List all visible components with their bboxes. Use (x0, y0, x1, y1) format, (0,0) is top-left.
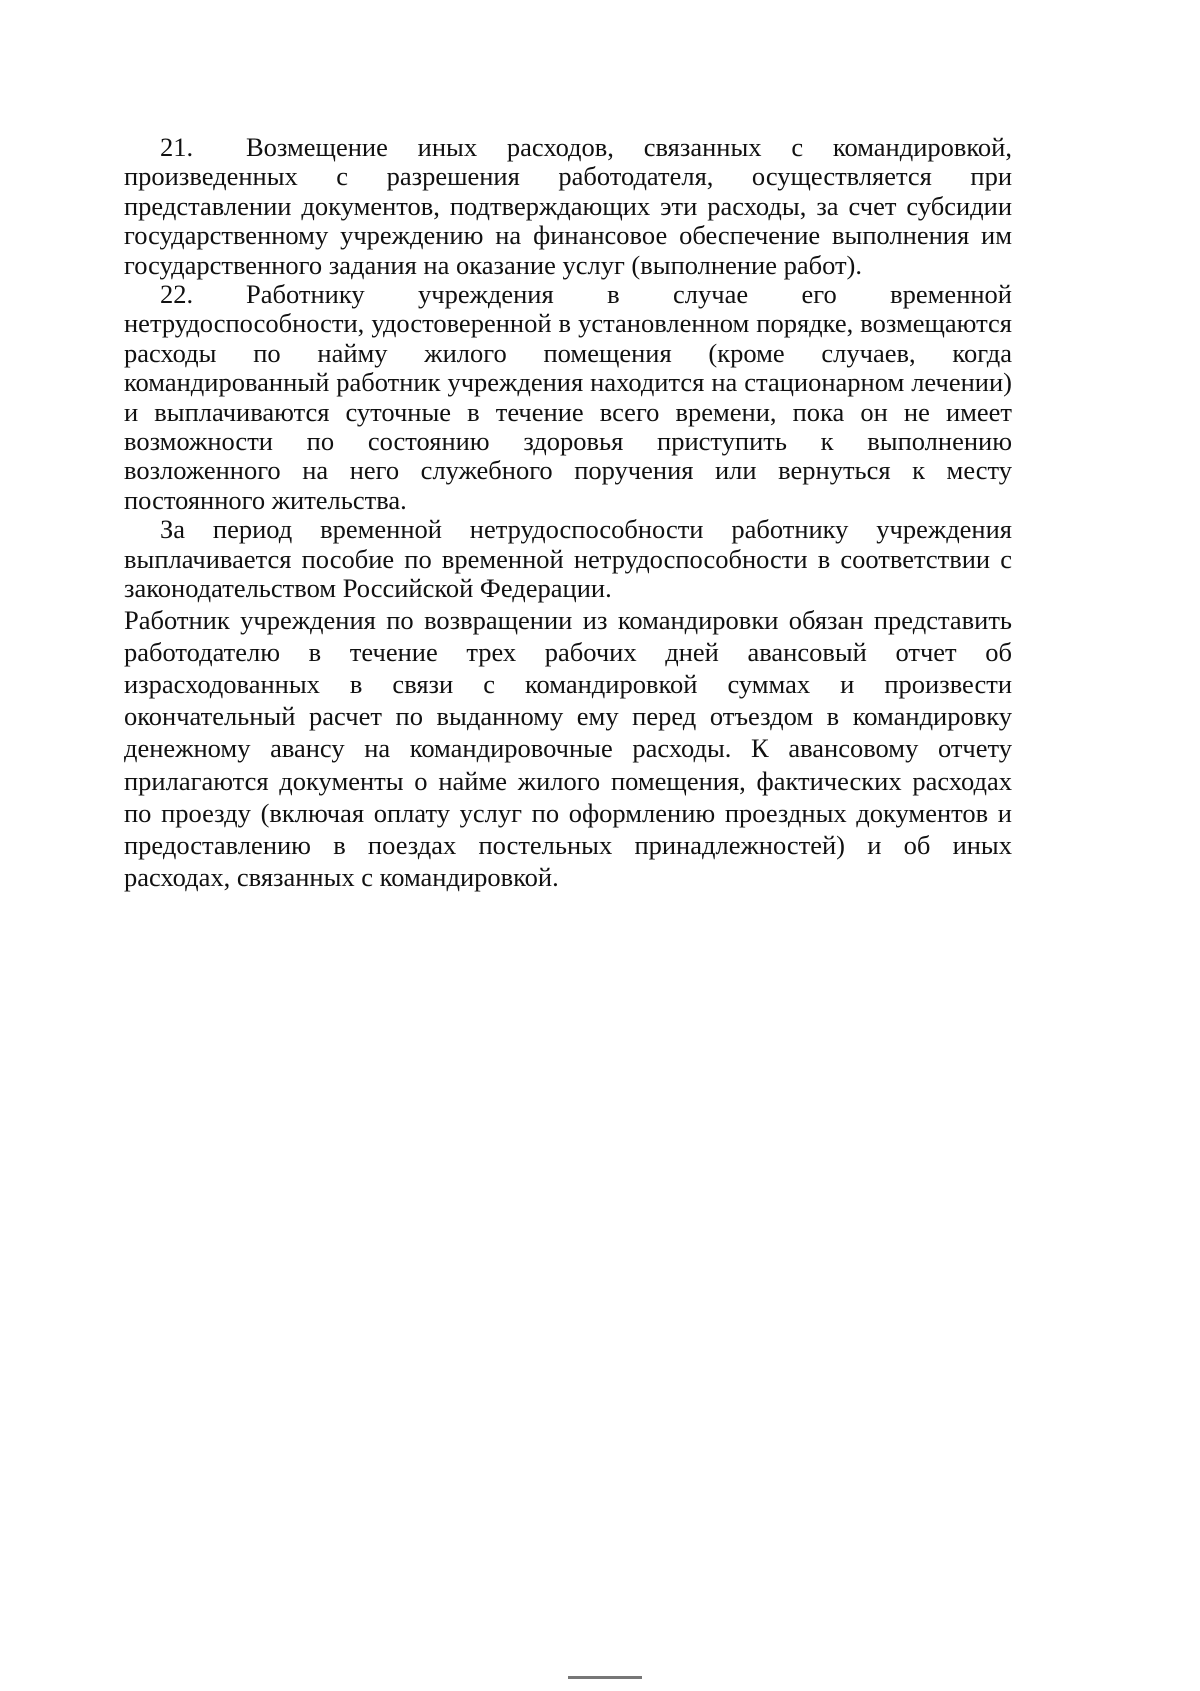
paragraph-advance-report (124, 604, 1012, 894)
paragraph-text: Работнику учреждения в случае его временной нетрудоспособности, удостоверенной в установленном порядке, возмещаются расходы по найму жилого помещения (кроме случаев, когда командированный работник учреждения находится на стационарном лечении) и выплачиваются суточные в течение всего времени, пока он не имеет возможности по состоянию здоровья приступить к выполнению возложенного на него служебного поручения или вернуться к месту постоянного жительства. (124, 279, 1012, 515)
paragraph-text: За период временной нетрудоспособности работнику учреждения выплачивается пособие по временной нетрудоспособности в соответствии с законодательством Российской Федерации. (124, 514, 1012, 604)
paragraph-number: 22. (160, 279, 194, 310)
paragraph-sick-leave (124, 515, 1012, 603)
paragraph-21 (124, 133, 1012, 280)
paragraph-22 (124, 280, 1012, 515)
paragraph-number: 21. (160, 132, 194, 162)
page-bottom-mark (568, 1676, 642, 1679)
document-body (124, 133, 1012, 893)
paragraph-text: Возмещение иных расходов, связанных с командировкой, произведенных с разрешения работодателя, осуществляется при представлении документов, подтверждающих эти расходы, за счет субсидии государственному учреждению на финансовое обеспечение выполнения им государственного задания на оказание услуг (выполнение работ). (124, 132, 1012, 280)
paragraph-text: Работник учреждения по возвращении из командировки обязан представить работодателю в течение трех рабочих дней авансовый отчет об израсходованных в связи с командировкой суммах и произвести окончательный расчет по выданному ему перед отъездом в командировку денежному авансу на командировочные расходы. К авансовому отчету прилагаются документы о найме жилого помещения, фактических расходах по проезду (включая оплату услуг по оформлению проездных документов и предоставлению в поездах постельных принадлежностей) и об иных расходах, связанных с командировкой. (124, 604, 1012, 893)
